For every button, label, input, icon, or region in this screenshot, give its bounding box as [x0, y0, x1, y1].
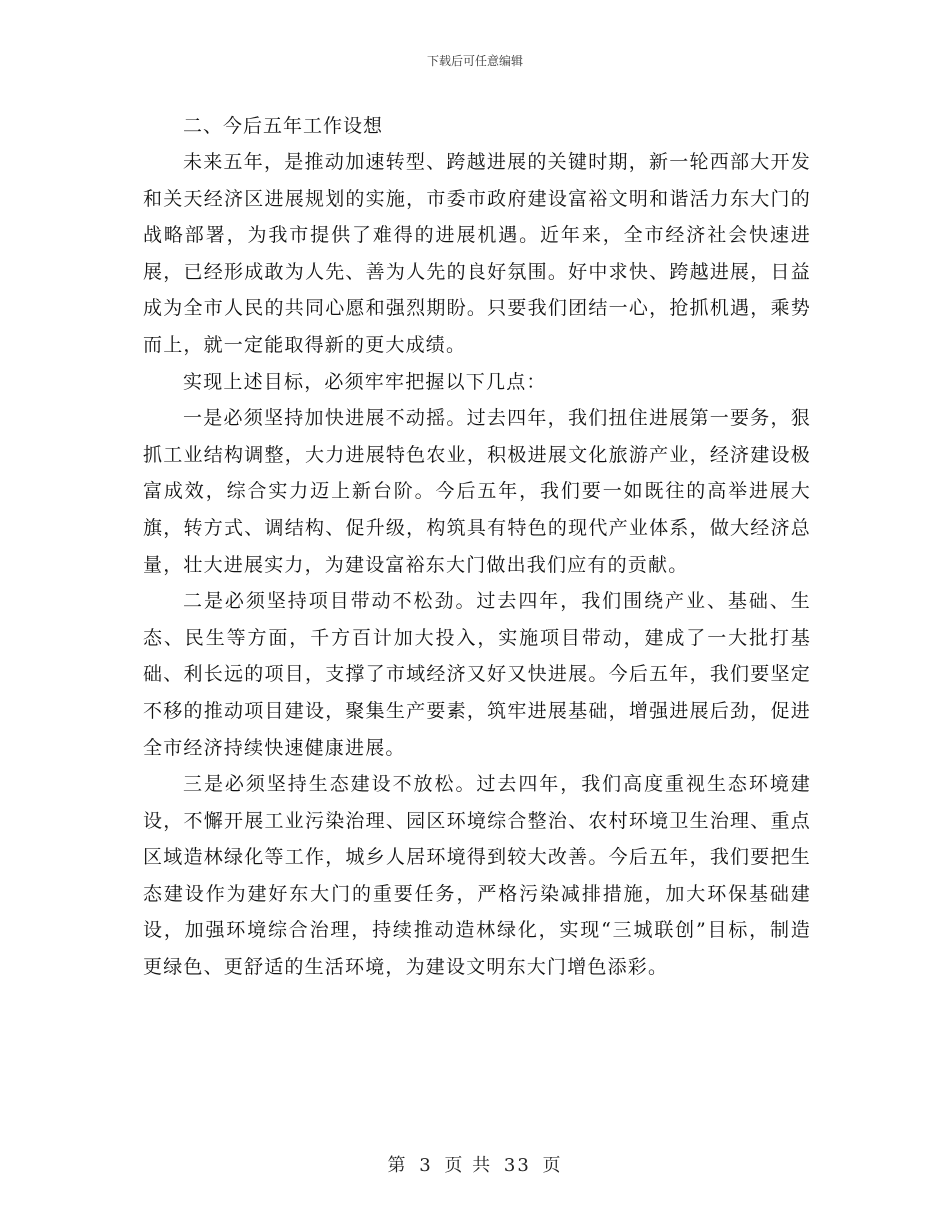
footer-current-page: 3: [419, 1155, 433, 1176]
footer-middle: 页 共: [444, 1155, 493, 1176]
footer-total-pages: 33: [503, 1155, 531, 1176]
paragraph-intro: 未来五年，是推动加速转型、跨越进展的关键时期，新一轮西部大开发和关天经济区进展规划的实施，市委市政府建设富裕文明和谐活力东大门的战略部署，为我市提供了难得的进展机遇。近年来，全市经济社会快速进展，已经形成敢为人先、善为人先的良好氛围。好中求快、跨越进展，日益成为全市人民的共同心愿和强烈期盼。只要我们团结一心，抢抓机遇，乘势而上，就一定能取得新的更大成绩。: [143, 151, 811, 356]
section-title: 二、今后五年工作设想: [183, 115, 384, 137]
footer-suffix: 页: [542, 1155, 563, 1176]
paragraph-point-two: 二是必须坚持项目带动不松劲。过去四年，我们围绕产业、基础、生态、民生等方面，千方百计加大投入，实施项目带动，建成了一大批打基础、利长远的项目，支撑了市域经济又好又快进展。今后五年，我们要坚定不移的推动项目建设，聚集生产要素，筑牢进展基础，增强进展后劲，促进全市经济持续快速健康进展。: [143, 590, 811, 759]
paragraph-point-one: 一是必须坚持加快进展不动摇。过去四年，我们扭住进展第一要务，狠抓工业结构调整，大力进展特色农业，积极进展文化旅游产业，经济建设极富成效，综合实力迈上新台阶。今后五年，我们要一如既往的高举进展大旗，转方式、调结构、促升级，构筑具有特色的现代产业体系，做大经济总量，壮大进展实力，为建设富裕东大门做出我们应有的贡献。: [143, 407, 811, 576]
footer-prefix: 第: [387, 1155, 408, 1176]
page-footer: [0, 1155, 950, 1177]
paragraph-points-lead: 实现上述目标，必须牢牢把握以下几点：: [183, 370, 547, 393]
paragraph-point-three: 三是必须坚持生态建设不放松。过去四年，我们高度重视生态环境建设，不懈开展工业污染治理、园区环境综合整治、农村环境卫生治理、重点区域造林绿化等工作，城乡人居环境得到较大改善。今后五年，我们要把生态建设作为建好东大门的重要任务，严格污染减排措施，加大环保基础建设，加强环境综合治理，持续推动造林绿化，实现“三城联创”目标，制造更绿色、更舒适的生活环境，为建设文明东大门增色添彩。: [143, 773, 811, 979]
page-header-note: 下载后可任意编辑: [426, 54, 523, 68]
document-body: [143, 108, 811, 986]
